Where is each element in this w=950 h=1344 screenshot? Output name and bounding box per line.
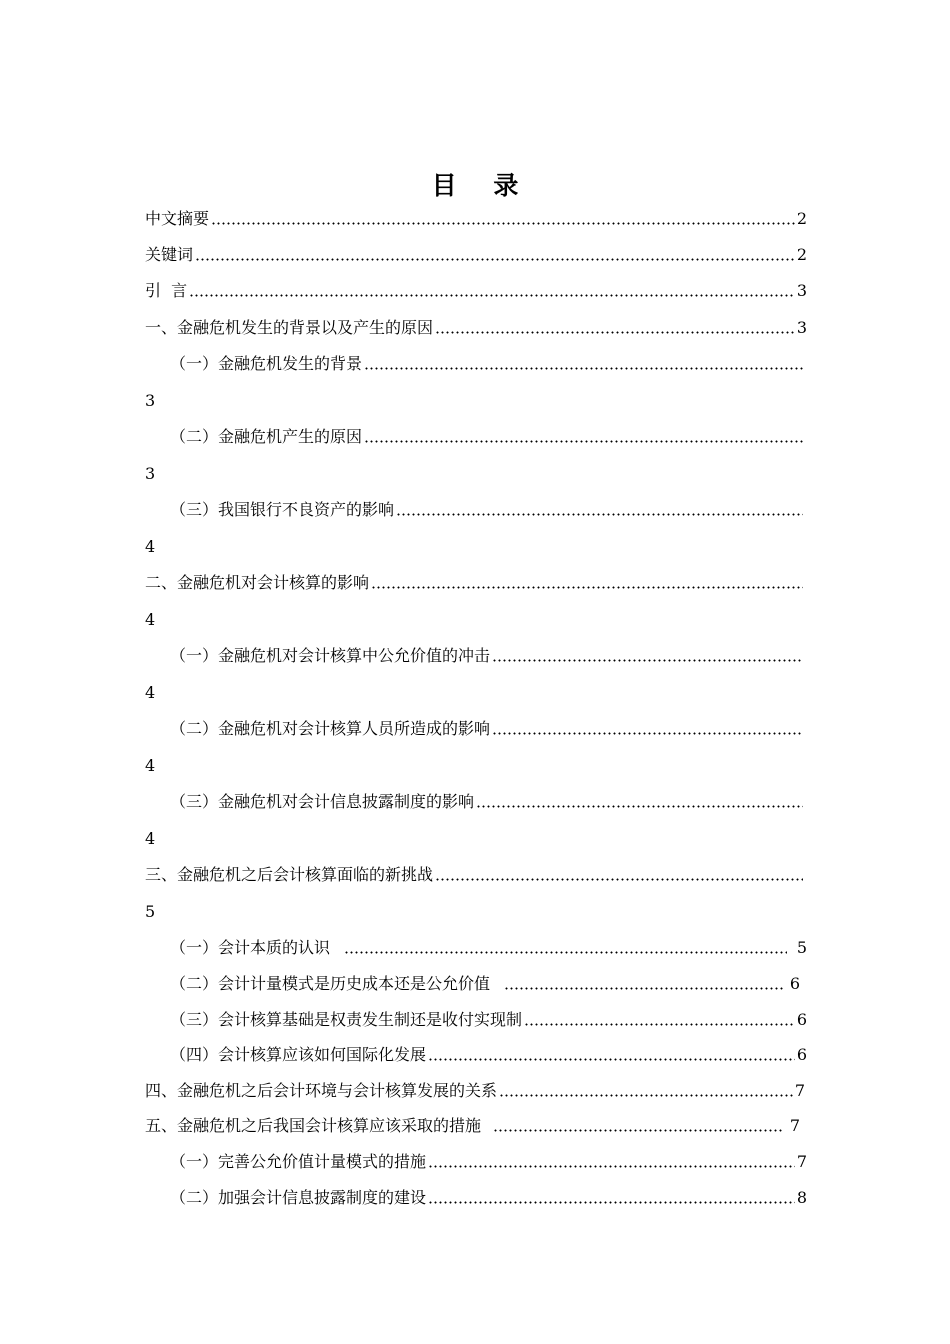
leader-dots <box>504 987 784 990</box>
leader-dots <box>195 258 795 261</box>
toc-entry[interactable] <box>170 1150 807 1174</box>
toc-page-number: 2 <box>796 245 807 264</box>
toc-entry[interactable] <box>145 1114 800 1138</box>
toc-label: 三、金融危机之后会计核算面临的新挑战 <box>145 865 434 884</box>
toc-page-number: 3 <box>145 464 156 483</box>
leader-dots <box>493 1129 782 1132</box>
toc-page-number: 3 <box>145 391 156 410</box>
toc-entry[interactable] <box>170 644 805 668</box>
leader-dots <box>371 586 803 589</box>
leader-dots <box>524 1023 795 1026</box>
leader-dots <box>492 659 803 662</box>
leader-dots <box>211 222 795 225</box>
toc-entry[interactable] <box>170 936 807 960</box>
toc-entry[interactable] <box>145 279 807 303</box>
toc-entry[interactable] <box>170 972 800 996</box>
toc-page-number: 6 <box>796 1045 807 1064</box>
toc-entry[interactable] <box>170 1008 807 1032</box>
toc-page-number: 2 <box>796 209 807 228</box>
leader-dots <box>499 1094 793 1097</box>
toc-entry[interactable] <box>170 1186 807 1210</box>
toc-entry[interactable] <box>170 425 805 449</box>
toc-entry[interactable] <box>170 790 805 814</box>
toc-label: （一）金融危机对会计核算中公允价值的冲击 <box>170 646 491 665</box>
toc-entry[interactable] <box>170 352 805 376</box>
toc-page-number: 4 <box>145 537 156 556</box>
leader-dots <box>435 878 803 881</box>
toc-page-number: 4 <box>145 610 156 629</box>
toc-page-number: 3 <box>796 281 807 300</box>
toc-label: （一）会计本质的认识 <box>170 938 331 957</box>
leader-dots <box>428 1165 795 1168</box>
toc-entry[interactable] <box>170 717 805 741</box>
toc-label: 一、金融危机发生的背景以及产生的原因 <box>145 318 434 337</box>
toc-label: （三）会计核算基础是权责发生制还是收付实现制 <box>170 1010 523 1029</box>
leader-dots <box>364 440 803 443</box>
toc-entry[interactable] <box>145 571 805 595</box>
leader-dots <box>364 367 803 370</box>
toc-label: （二）金融危机对会计核算人员所造成的影响 <box>170 719 491 738</box>
leader-dots <box>344 951 787 954</box>
toc-label: （一）金融危机发生的背景 <box>170 354 363 373</box>
toc-label: （二）会计计量模式是历史成本还是公允价值 <box>170 974 491 993</box>
toc-label: 二、金融危机对会计核算的影响 <box>145 573 370 592</box>
leader-dots <box>189 294 795 297</box>
toc-page-number: 5 <box>145 902 156 921</box>
toc-page-number: 6 <box>789 974 800 993</box>
toc-label: （一）完善公允价值计量模式的措施 <box>170 1152 427 1171</box>
toc-page-number: 6 <box>796 1010 807 1029</box>
leader-dots <box>492 732 803 735</box>
toc-label: 关键词 <box>145 245 194 264</box>
toc-title: 目 录 <box>431 171 533 200</box>
toc-label: 中文摘要 <box>145 209 210 228</box>
toc-page-number: 4 <box>145 756 156 775</box>
toc-page-number: 7 <box>796 1152 807 1171</box>
toc-page-number: 8 <box>796 1188 807 1207</box>
toc-label: （四）会计核算应该如何国际化发展 <box>170 1045 427 1064</box>
toc-entry[interactable] <box>170 498 805 522</box>
toc-label: 引 言 <box>145 281 188 300</box>
toc-label: 四、金融危机之后会计环境与会计核算发展的关系 <box>145 1081 498 1100</box>
toc-page-number: 4 <box>145 683 156 702</box>
toc-label: （二）加强会计信息披露制度的建设 <box>170 1188 427 1207</box>
toc-entry[interactable] <box>145 207 807 231</box>
leader-dots <box>435 331 795 334</box>
leader-dots <box>396 513 803 516</box>
toc-entry[interactable] <box>145 863 805 887</box>
toc-page-number: 3 <box>796 318 807 337</box>
toc-page-number: 5 <box>796 938 807 957</box>
toc-page-number: 7 <box>789 1116 800 1135</box>
toc-entry[interactable] <box>145 1079 805 1103</box>
toc-page-number: 4 <box>145 829 156 848</box>
toc-entry[interactable] <box>145 316 807 340</box>
toc-label: （三）金融危机对会计信息披露制度的影响 <box>170 792 475 811</box>
leader-dots <box>476 805 803 808</box>
toc-label: 五、金融危机之后我国会计核算应该采取的措施 <box>145 1116 482 1135</box>
toc-entry[interactable] <box>145 243 807 267</box>
toc-entry[interactable] <box>170 1043 807 1067</box>
toc-label: （二）金融危机产生的原因 <box>170 427 363 446</box>
leader-dots <box>428 1201 795 1204</box>
toc-label: （三）我国银行不良资产的影响 <box>170 500 395 519</box>
leader-dots <box>428 1058 795 1061</box>
toc-page-number: 7 <box>794 1081 805 1100</box>
